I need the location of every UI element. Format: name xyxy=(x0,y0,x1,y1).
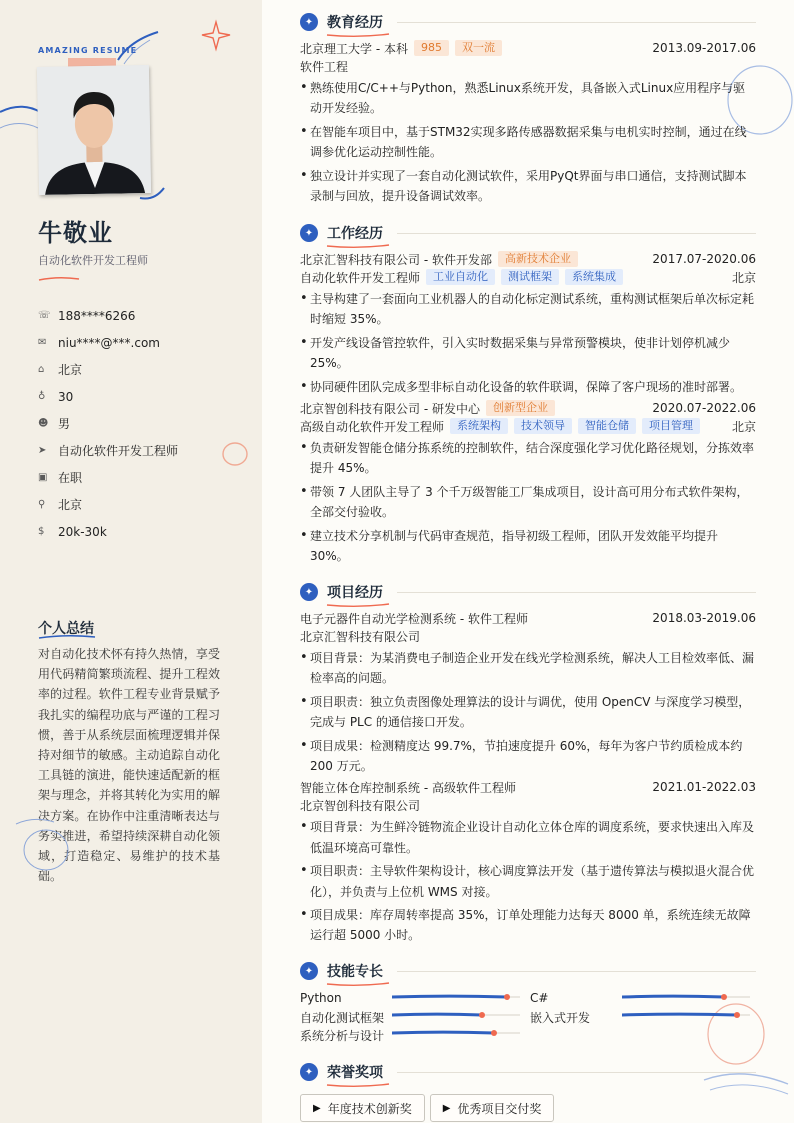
skill-name: Python xyxy=(300,991,342,1005)
info-row-age xyxy=(38,383,248,410)
job-city: 北京 xyxy=(731,270,756,285)
name-underline xyxy=(38,276,80,282)
award-label: 优秀项目交付奖 xyxy=(457,1101,542,1116)
company-tag: 高新技术企业 xyxy=(498,251,578,267)
project-name: 电子元器件自动光学检测系统 - 软件工程师 xyxy=(300,611,528,626)
section-divider xyxy=(397,233,756,234)
job-city: 北京 xyxy=(731,419,756,434)
bullet-item: • 负责研发智能仓储分拣系统的控制软件，结合深度强化学习优化路径规划，分拣效率提升 45%。 xyxy=(300,438,756,479)
location-value: 北京 xyxy=(58,498,83,512)
home-value: 北京 xyxy=(58,363,83,377)
section-divider xyxy=(397,22,756,23)
bullet-item: • 主导构建了一套面向工业机器人的自动化标定测试系统，重构测试框架后单次标定耗时缩短 35%。 xyxy=(300,289,756,330)
status-icon: ▣ xyxy=(38,472,48,483)
section-divider xyxy=(397,1072,756,1073)
job-role: 高级自动化软件开发工程师 xyxy=(300,419,445,434)
work-section xyxy=(300,222,756,566)
info-row-phone xyxy=(38,302,248,329)
info-row-target-job xyxy=(38,437,248,464)
decoration-circle-sidebar xyxy=(220,440,250,468)
project-header xyxy=(300,609,756,627)
info-row-status xyxy=(38,464,248,491)
project-org-row xyxy=(300,796,756,814)
education-bullets xyxy=(300,78,756,206)
section-underline xyxy=(326,981,390,987)
gender-value: 男 xyxy=(58,417,71,431)
projects-title: 项目经历 xyxy=(327,585,383,601)
job-bullets xyxy=(300,289,756,397)
profile-photo xyxy=(37,65,151,195)
bullet-item: • 项目职责：主导软件架构设计，核心调度算法开发（基于遗传算法与模拟退火混合优化），并负责与上位机 WMS 对接。 xyxy=(300,861,756,902)
skill-name: 系统分析与设计 xyxy=(300,1029,385,1043)
salary-icon: $ xyxy=(38,526,45,537)
salary-value: 20k-30k xyxy=(58,524,107,539)
education-date: 2013.09-2017.06 xyxy=(652,41,756,55)
play-icon: ▶ xyxy=(313,1102,321,1114)
education-major: 软件工程 xyxy=(300,59,349,74)
info-row-gender xyxy=(38,410,248,437)
bullet-item: • 独立设计并实现了一套自动化测试软件，采用PyQt界面与串口通信，支持测试脚本录制与回放，提升设备调试效率。 xyxy=(300,166,756,207)
project-name: 智能立体仓库控制系统 - 高级软件工程师 xyxy=(300,780,516,795)
section-underline xyxy=(326,1082,390,1088)
bullet-item: • 项目职责：独立负责图像处理算法的设计与调优，使用 OpenCV 与深度学习模型，完成与 PLC 的通信接口开发。 xyxy=(300,692,756,733)
role-tag: 测试框架 xyxy=(501,269,559,285)
section-divider xyxy=(397,971,756,972)
role-tag: 智能仓储 xyxy=(578,418,636,434)
bullet-item: • 带领 7 人团队主导了 3 个千万级智能工厂集成项目，设计高可用分布式软件架构，全部交付验收。 xyxy=(300,482,756,523)
section-divider xyxy=(397,592,756,593)
award-label: 年度技术创新奖 xyxy=(327,1101,412,1116)
job-company: 北京智创科技有限公司 - 研发中心 xyxy=(300,401,480,416)
resume-tagline: AMAZING RESUME xyxy=(38,46,138,55)
skills-title: 技能专长 xyxy=(327,964,383,980)
projects-section xyxy=(300,581,756,946)
bullet-item: • 开发产线设备管控软件，引入实时数据采集与异常预警模块，使非计划停机减少 25%。 xyxy=(300,333,756,374)
skill-name: 自动化测试框架 xyxy=(300,1011,385,1025)
decoration-circles-bottom xyxy=(14,812,74,882)
location-icon: ⚲ xyxy=(38,499,46,510)
bullet-item: • 协同硬件团队完成多型非标自动化设备的软件联调，保障了客户现场的准时部署。 xyxy=(300,377,756,397)
job-role-row xyxy=(300,417,756,435)
project-bullets xyxy=(300,648,756,776)
section-underline xyxy=(326,32,390,38)
awards-section xyxy=(300,1061,756,1122)
skill-level-bar xyxy=(622,1011,750,1019)
phone-icon: ☏ xyxy=(38,310,51,321)
bullet-item: • 项目成果：库存周转率提高 35%，订单处理能力达每天 8000 单，系统连续无故障运行超 5000 小时。 xyxy=(300,905,756,946)
awards-list xyxy=(300,1094,756,1122)
role-tag: 系统架构 xyxy=(450,418,508,434)
education-major-row xyxy=(300,57,756,75)
skill-level-bar xyxy=(622,993,750,1001)
target-job-icon: ➤ xyxy=(38,445,47,456)
email-icon: ✉ xyxy=(38,337,47,348)
candidate-title: 自动化软件开发工程师 xyxy=(38,254,148,267)
role-tag: 系统集成 xyxy=(565,269,623,285)
contact-info-list xyxy=(38,302,248,545)
summary-underline xyxy=(38,634,96,640)
bullet-item: • 项目成果：检测精度达 99.7%，节拍速度提升 60%，每年为客户节约质检成本约 200 万元。 xyxy=(300,736,756,777)
summary-text: 对自动化技术怀有持久热情，享受用代码精简繁琐流程、提升工程效率的过程。软件工程专业背景赋予我扎实的编程功底与严谨的工程习惯，善于从系统层面梳理逻辑并保持对细节的敏感。主动追踪自动化工具链的演进，能快速适配新的框架与理念，并将其转化为实用的解决方案。在协作中注重清晰表达与务实推进，希望持续深耕自动化领域，打造稳定、易维护的技术基础。 xyxy=(38,647,220,884)
job-bullets xyxy=(300,438,756,566)
target-job-value: 自动化软件开发工程师 xyxy=(58,444,179,458)
bullet-item: • 在智能车项目中，基于STM32实现多路传感器数据采集与电机实时控制，通过在线调参优化运动控制性能。 xyxy=(300,122,756,163)
info-row-email xyxy=(38,329,248,356)
school-tag: 985 xyxy=(414,40,449,56)
status-value: 在职 xyxy=(58,471,83,485)
info-row-location xyxy=(38,491,248,518)
role-tag: 工业自动化 xyxy=(426,269,495,285)
section-underline xyxy=(326,602,390,608)
section-star-icon: ✦ xyxy=(300,962,318,980)
skill-level-bar xyxy=(392,993,520,1001)
age-value: 30 xyxy=(58,389,74,404)
section-star-icon: ✦ xyxy=(300,13,318,31)
education-title: 教育经历 xyxy=(327,15,383,31)
bullet-item: • 项目背景：为某消费电子制造企业开发在线光学检测系统，解决人工目检效率低、漏检率高的问题。 xyxy=(300,648,756,689)
role-tag: 技术领导 xyxy=(514,418,572,434)
bullet-item: • 熟练使用C/C++与Python，熟悉Linux系统开发，具备嵌入式Linux应用程序与驱动开发经验。 xyxy=(300,78,756,119)
project-org-row xyxy=(300,627,756,645)
info-row-home xyxy=(38,356,248,383)
project-org: 北京智创科技有限公司 xyxy=(300,798,421,813)
section-star-icon: ✦ xyxy=(300,1063,318,1081)
info-row-salary xyxy=(38,518,248,545)
project-date: 2018.03-2019.06 xyxy=(652,611,756,625)
job-role: 自动化软件开发工程师 xyxy=(300,270,421,285)
project-header xyxy=(300,778,756,796)
skill-level-bar xyxy=(392,1029,520,1037)
summary-title: 个人总结 xyxy=(38,621,94,637)
work-title: 工作经历 xyxy=(327,226,383,242)
play-icon: ▶ xyxy=(442,1102,451,1114)
sidebar xyxy=(0,0,262,1123)
project-bullets xyxy=(300,817,756,945)
age-icon: ♁ xyxy=(38,391,46,402)
phone-value: 188****6266 xyxy=(58,308,136,323)
candidate-name: 牛敬业 xyxy=(38,219,113,247)
gender-icon: ☻ xyxy=(38,418,49,429)
role-tag: 项目管理 xyxy=(642,418,700,434)
job-date: 2020.07-2022.06 xyxy=(652,401,756,416)
skills-grid xyxy=(300,991,756,1045)
bullet-item: • 项目背景：为生鲜冷链物流企业设计自动化立体仓库的调度系统，要求快速出入库及低温环境高可靠性。 xyxy=(300,817,756,858)
section-star-icon: ✦ xyxy=(300,583,318,601)
project-org: 北京汇智科技有限公司 xyxy=(300,629,421,644)
skills-section xyxy=(300,960,756,1045)
skill-level-bar xyxy=(392,1011,520,1019)
section-underline xyxy=(326,243,390,249)
job-header xyxy=(300,399,756,417)
skill-name: 嵌入式开发 xyxy=(530,1011,591,1025)
company-tag: 创新型企业 xyxy=(486,400,555,416)
job-role-row xyxy=(300,268,756,286)
awards-title: 荣誉奖项 xyxy=(327,1065,383,1081)
school-tag: 双一流 xyxy=(455,40,502,56)
education-section xyxy=(300,11,756,206)
job-header xyxy=(300,250,756,268)
email-value: niu****@***.com xyxy=(58,335,160,350)
job-date: 2017.07-2020.06 xyxy=(652,252,756,266)
home-icon: ⌂ xyxy=(38,364,45,375)
bullet-item: • 建立技术分享机制与代码审查规范，指导初级工程师，团队开发效能平均提升 30%。 xyxy=(300,526,756,567)
section-star-icon: ✦ xyxy=(300,224,318,242)
main-content xyxy=(262,0,794,1123)
education-header xyxy=(300,39,756,57)
award-badge xyxy=(430,1094,555,1122)
school-name: 北京理工大学 - 本科 xyxy=(300,41,408,56)
skill-name: C# xyxy=(530,991,549,1005)
award-badge xyxy=(300,1094,425,1122)
job-company: 北京汇智科技有限公司 - 软件开发部 xyxy=(300,252,492,267)
project-date: 2021.01-2022.03 xyxy=(652,780,756,795)
